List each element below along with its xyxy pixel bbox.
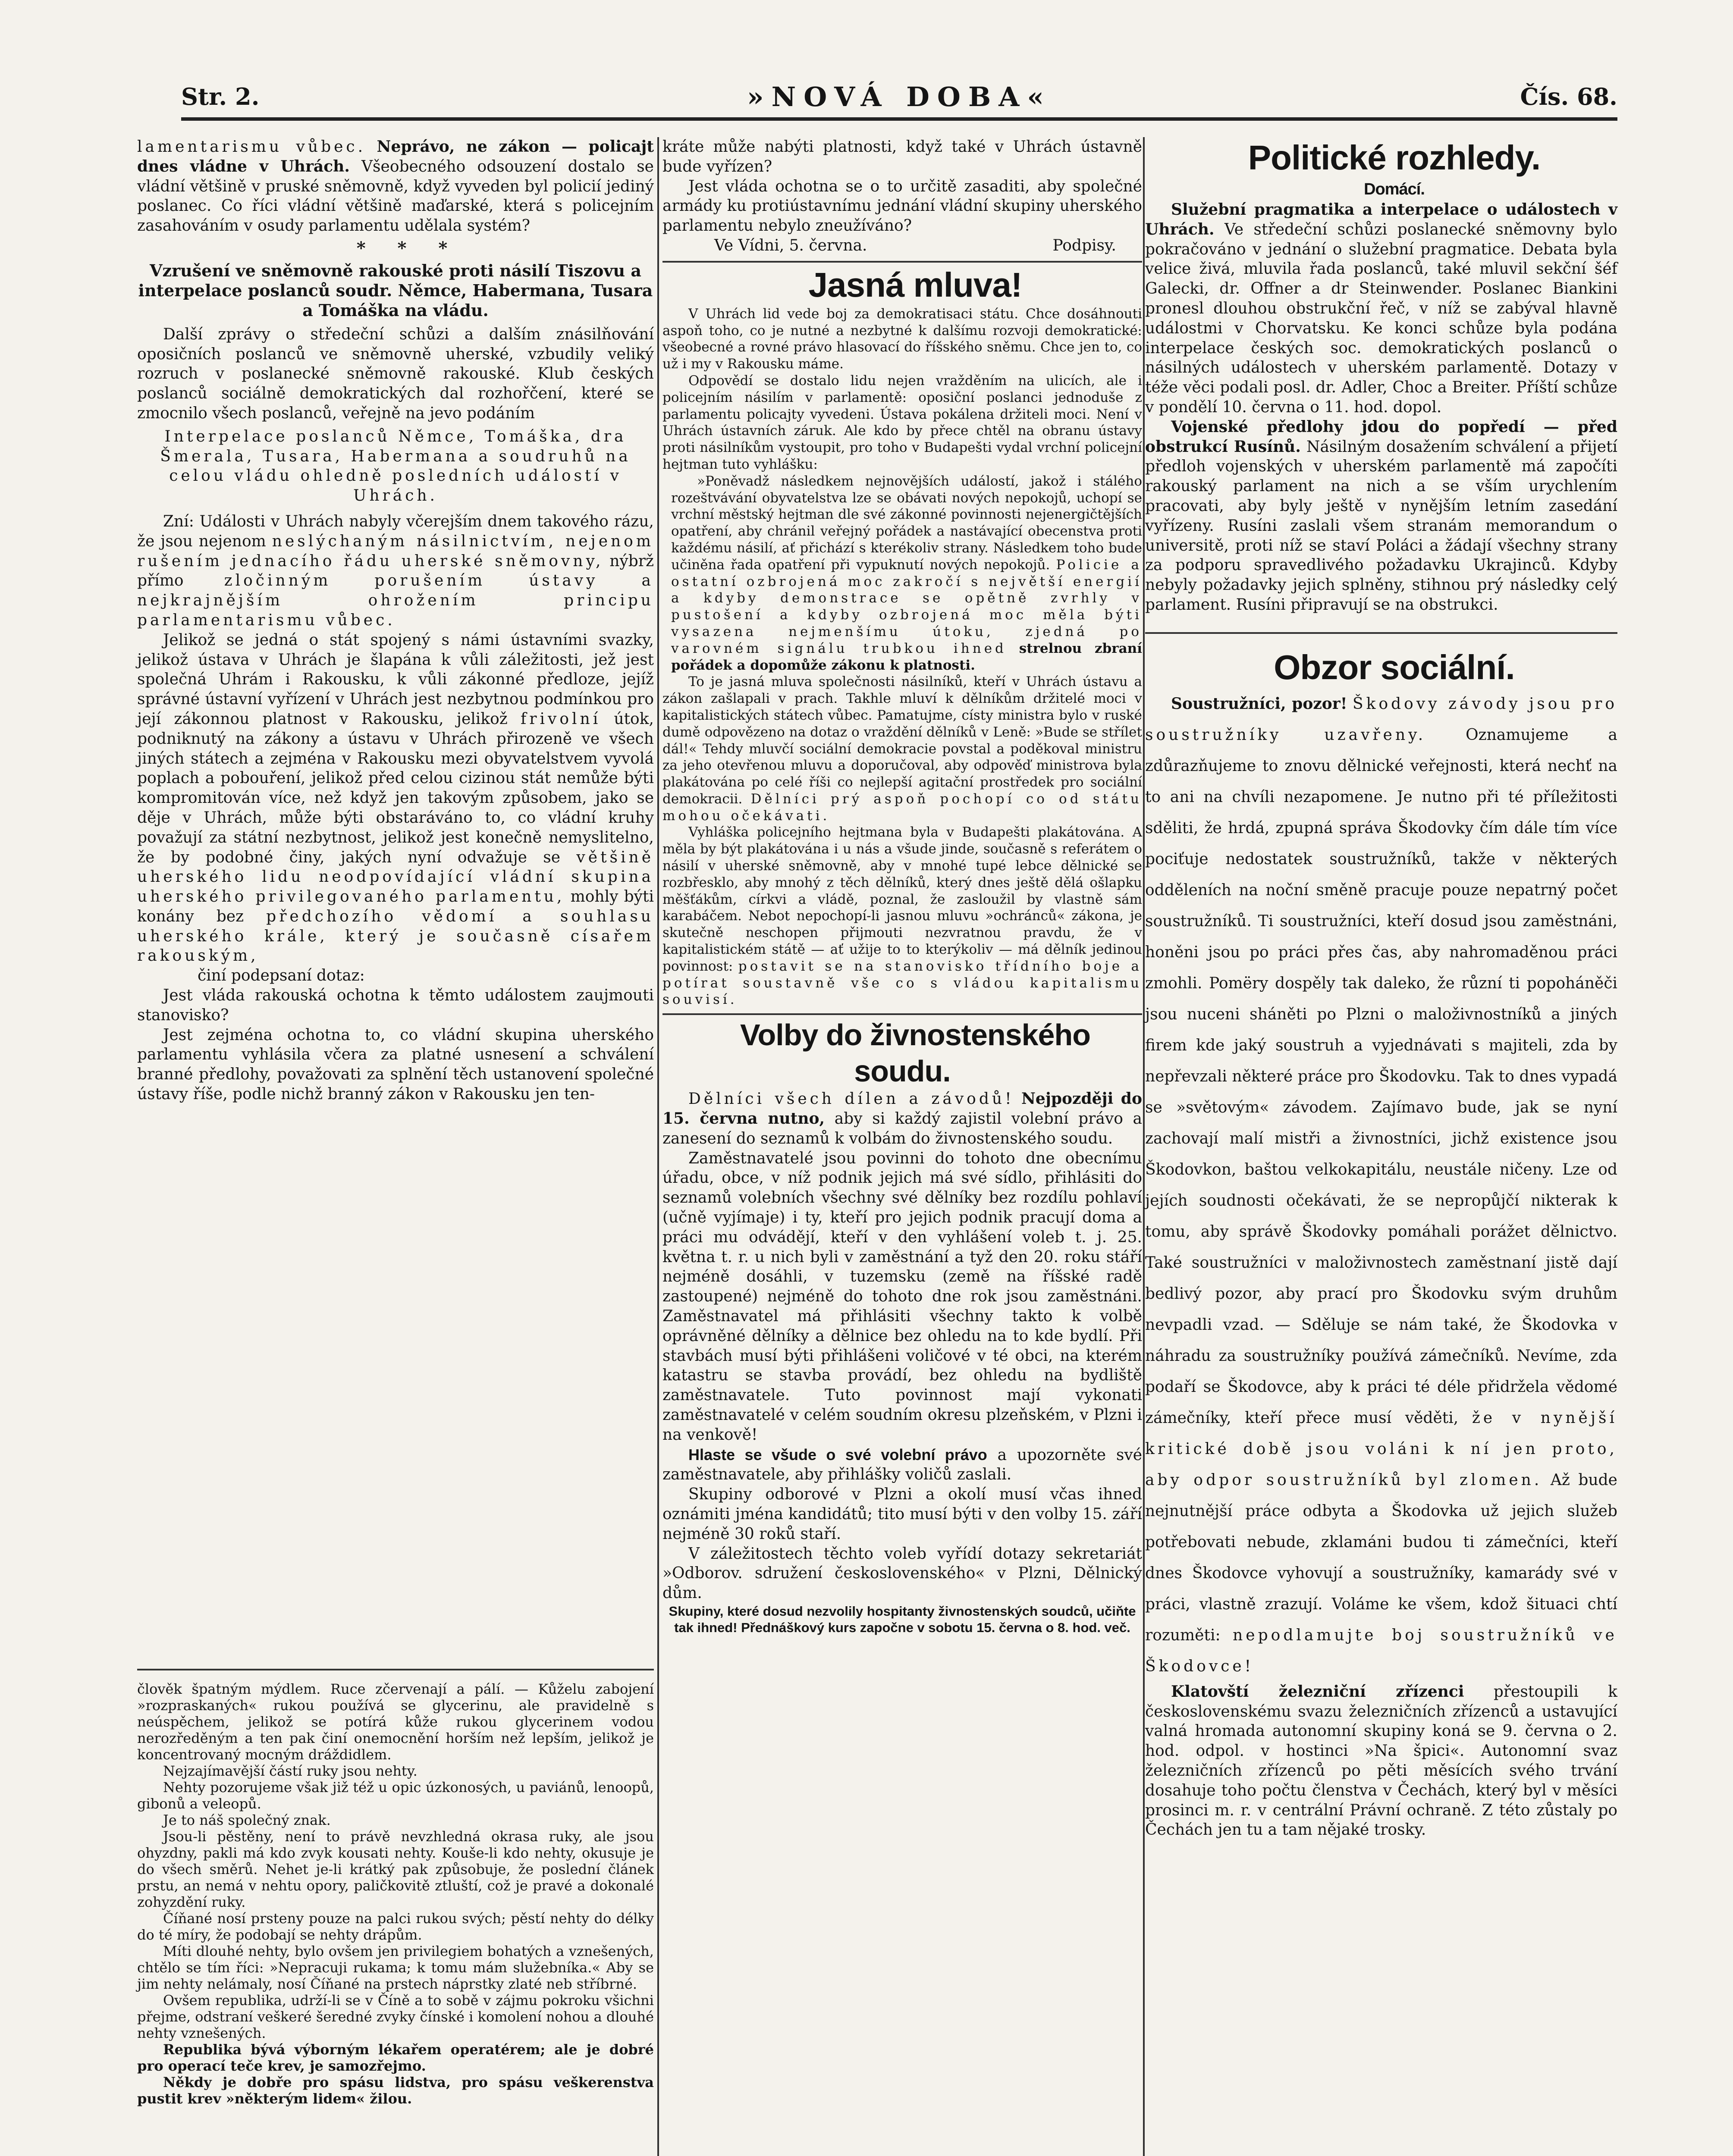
jasna-mluva-article [662, 306, 1142, 1008]
page-number: Str. 2. [181, 83, 260, 110]
headline-politicke-rozhledy: Politické rozhledy. [1248, 138, 1541, 177]
footnote-paragraph: Je to náš společný znak. [163, 1812, 331, 1828]
article-paragraph: Jest vláda rakouská ochotna k těmto událostem zaujmouti stanovisko? [137, 987, 654, 1024]
footnote-paragraph: Míti dlouhé nehty, bylo ovšem jen privilegiem bohatých a vznešených, chtělo se tím říci: »Nepracuji rukama; k tomu mám služebníka.« Aby se jim nehty nelámaly, nosí Číňané na prstech náprstky zlaté neb stříbrné. [137, 1943, 654, 1992]
article-paragraph: Odpovědí se dostalo lidu nejen vražděním na ulicích, ale i policejním násilím v parlamentě: oposiční poslanci jednoduše z parlamentu policajty vyvedeni. Ústava pokálena držiteli moci. Není v Uhrách ústavních záruk. Ale kdo by přece chtěl na obranu ústavy proti násilníkům vystoupit, pro toho v Budapešti vydal vrchní policejní hejtman tuto vyhlášku: [662, 373, 1142, 472]
article-paragraph: Dělníci všech dílen a závodů! Nejpozději do 15. června nutno, aby si každý zajistil volební právo a zanesení do seznamů k volbám do živnostenského soudu. [662, 1090, 1142, 1147]
page-header [181, 81, 1617, 116]
footnote-block [137, 1681, 654, 2107]
headline-jasna-mluva: Jasná mluva! [808, 265, 1022, 304]
column-3 [1145, 137, 1617, 1840]
article-paragraph: činí podepsaní dotaz: [198, 967, 365, 985]
footnote-paragraph: Jsou-li pěstěny, není to právě nevzhledná okrasa ruky, ale jsou ohyzdny, pakli má kdo zvyk kousati nehty. Kouše-li kdo nehty, okusuje je do všech směrů. Nehet je-li krátký pak způsobuje, že poslední článek prstu, an nemá v nehtu opory, paličkovitě ztluští, což je pravé a dokonalé zohyzdění ruky. [137, 1828, 654, 1910]
signatures: Podpisy. [1052, 236, 1116, 254]
article-paragraph: V Uhrách lid vede boj za demokratisaci státu. Chce dosáhnouti aspoň toho, co je nutné a nezbytné k dalšímu rozvoji demokratické: všeobecné a rovné právo hlasovací do říšského sněmu. Chce jen to, co už i my v Rakousku máme. [662, 306, 1142, 372]
article-paragraph: Skupiny odborové v Plzni a okolí musí včas ihned oznámiti jména kandidátů; tito musí býti v den volby 15. září nejméně 30 roků staří. [662, 1485, 1142, 1543]
article-paragraph: Soustružníci, pozor! Škodovy závody jsou pro soustružníky uzavřeny. Oznamujeme a zdůrazňujeme to znovu dělnické veřejnosti, která nechť na to ani na chvíli nezapomene. Je nutno při té příležitosti sděliti, že hrdá, zpupná správa Škodovky čím dále tím více pociťuje nedostatek soustružníků, takže v některých odděleních na noční směně pracuje pouze nepatrný počet soustružníků. Ti soustružníci, kteří dosud jsou zaměstnáni, honěni jsou po práci přes čas, aby nahromaděnou práci zmohli. Pomëry dospěly tak daleko, že různí ti popoháněči jsou nuceni sháněti po Plzni o maloživnostníků a jiných firem kde jaký soustruh a vyjednávati s majiteli, zda by nepřevzali některé práce pro Škodovku. Tak to dnes vypadá se »světovým« závodem. Zajímavo bude, jak se nyní zachovají malí mistři a živnostníci, jichž existence jsou Škodovkon, baštou velkokapitálu, neustále ničeny. Lze od jejích soudnosti očekávati, že se nepropůjčí nikterak k tomu, aby správě Škodovky pomáhali porážet dělnictvo. Také soustružníci v maloživnostech zaměstnaní jistě dají bedlivý pozor, aby prací pro Škodovku svým druhům nevpadli vzad. — Sděluje se nám také, že Škodovka v náhradu za soustružníky používá zámečníků. Nevíme, zda podaří se Škodovce, aby k práci té déle přidržela vědomé zámečníky, kteří přece musí věděti, že v nynější kritické době jsou voláni k ní jen proto, aby odpor soustružníků byl zlomen. Až bude nejnutnější práce odbyta a Škodovka už jejich služeb potřebovati nebude, zklamáni budou ti zámečníci, kteří dnes Škodovce vyhovují a soustružníky, kamarády své v práci, vlastně zrazují. Voláme ke všem, kdož šituaci chtí rozuměti: nepodlamujte boj soustružníků ve Škodovce! [1145, 694, 1618, 1675]
subheading-domaci: Domácí. [1364, 180, 1425, 198]
masthead-title: »NOVÁ DOBA« [747, 81, 1052, 113]
article-paragraph: Další zprávy o středeční schůzi a dalším znásilňování oposičních poslanců ve sněmovně uherské, vzbudily veliký rozruch v poslanecké sněmovně rakouské. Klub českých poslanců sociálně demokratických dal rozhořčení, které se zmocnilo všech poslanců, veřejně na jevo podáním [137, 325, 654, 422]
column-1 [137, 137, 654, 2107]
dateline-place: Ve Vídni, 5. června. [714, 236, 867, 254]
footnote-paragraph: člověk špatným mýdlem. Ruce zčervenají a pálí. — Kůželu zabojení »rozpraskaných« rukou používá se glycerinu, ale pravidelně s neúspěchem, jelikož se potírá kůže rukou glycerinem vodou nerozředěným a ten pak činí onemocnění horším než lepším, jelikož je koncentrovaný mocným dráždidlem. [137, 1681, 654, 1763]
footnote-paragraph: Nehty pozorujeme však již též u opic úzkonosých, u paviánů, lenoopů, gibonů a veleopů. [137, 1779, 654, 1812]
article-paragraph: Jelikož se jedná o stát spojený s námi ústavními svazky, jelikož ústava v Uhrách je šlapána k vůli záležitosti, jež jest společná Uhrám i Rakousku, k vůli zákonné předloze, jejíž správné ústavní vyřízení v Uhrách jest nezbytnou podmínkou pro její zákonnou platnost v Rakousku, jelikož frivolní útok, podniknutý na zákony a ústavu v Uhrách přirozeně ve všech jiných státech a zejména v Rakousku mezi obyvatelstvem vyvolá poplach a pobouření, jelikož před celou cizinou stát nemůže býti kompromitován více, než když jen takovým způsobem, jako se děje v Uhrách, může býti obstaráváno to, co vládní kruhy považují za státní nezbytnost, jelikož jest konečně nemyslitelno, že by podobné činy, jakých nyní odvažuje se většině uherského lidu neodpovídající vládní skupina uherského privilegovaného parlamentu, mohly býti konány bez předchozího vědomí a souhlasu uherského krále, který je současně císařem rakouským, [137, 631, 654, 965]
article-paragraph: Vyhláška policejního hejtmana byla v Budapešti plakátována. A měla by být plakátována i u nás a všude jinde, současně s referátem o násilí v uherské sněmovně, aby v mnohé tupé lebce dělnické se rozbřesklo, aby mnohý z těch dělníků, který dnes ještě dělá ošlapku měšťákům, církvi a vládě, poznal, že zasloužil by vlastně sám karabáčem. Nebot nepochopí-li jasnou mluvu »ochránců« zákona, je skutečně neschopen přijmouti nezvratnou pravdu, že v kapitalistickém státě — ať užije to to kterýkoliv — má dělník jedinou povinnost: postavit se na stanovisko třídního boje a potírat soustavně vše co s vládou kapitalismu souvisí. [662, 824, 1142, 1008]
issue-number: Čís. 68. [1520, 83, 1617, 110]
section-separator: * * * [356, 238, 461, 258]
article-paragraph: Hlaste se všude o své volební právo a upozorněte své zaměstnavatele, aby přihlášky voličů zaslali. [662, 1445, 1142, 1484]
interpellation-title: Interpelace poslanců Němce, Tomáška, dra Šmerala, Tusara, Habermana a soudruhů na celou vládu ohledně posledních událostí v Uhrách. [160, 427, 631, 505]
article-paragraph: Jest zejména ochotna to, co vládní skupina uherského parlamentu vyhlásila včera za platné usnesení a schválení branné předlohy, považovati za splnění těch ustanovení společné ústavy říše, podle nichž branný zákon v Rakousku jen ten- [137, 1026, 654, 1103]
quoted-proclamation: »Poněvadž následkem nejnovějších událostí, jakož i stálého rozeštvávání obyvatelstva lze se obávati nových nepokojů, uchopí se vrchní městský hejtman dle své zákonné povinnosti nejenergičtějších opatření, aby chránil veřejný pořádek a nastávající obecenstva proti každému násilí, ať přichází s kterékoliv strany. Následkem toho bude učiněna řada opatření při vypuknutí nových nepokojů. Policie a ostatní ozbrojená moc zakročí s největší energií a kdyby demonstrace se opětně zvrhly v pustošení a kdyby ozbrojená moc měla býti vysazena nejmenšímu útoku, zjedná po varovném signálu trubkou ihned strelnou zbraní pořádek a dopomůže zákonu k platnosti. [671, 473, 1142, 673]
article-paragraph: Vojenské předlohy jdou do popředí — před obstrukcí Rusínů. Násilným dosažením schválení a přijetí předloh vojenských v uherském parlamentě má započíti rakouský parlament na nich a se vším urychlením pracovati, aby byly ještě v nynějším letním zasedání vyřízeny. Rusíni zaslali všem stranám memorandum o universitě, proti níž se staví Poláci a žádají všechny strany za podporu spravedlivého požadavku Ukrajinců. Kdyby nebyly požadavky jejich splněny, stihnou prý následky celý parlament. Rusíni připravují se na obstrukci. [1145, 417, 1617, 614]
column-2 [662, 137, 1142, 1636]
footnote-paragraph: Číňané nosí prsteny pouze na palci rukou svých; pěstí nehty do délky do té míry, že podobají se nehty drápům. [137, 1910, 654, 1943]
footnote-paragraph: Nejzajímavější částí ruky jsou nehty. [163, 1763, 418, 1779]
headline-volby: Volby do živnostenského soudu. [740, 1018, 1090, 1088]
notice-box: Skupiny, které dosud nezvolily hospitanty živnostenských soudců, učiňte tak ihned! Přednáškový kurs započne v sobotu 15. června o 8. hod. več. [669, 1603, 1136, 1635]
section-rule [662, 1013, 1142, 1015]
footnote-paragraph: Ovšem republika, udrží-li se v Číně a to sobě v zájmu pokroku všichni přejme, odstraní veškeré šeredné zvyky čínské i komolení nohou a dlouhé nehty vznešených. [137, 1992, 654, 2041]
footnote-paragraph: Někdy je dobře pro spásu lidstva, pro spásu veškerenstva pustit krev »některým lidem« žilou. [137, 2074, 654, 2107]
article-paragraph: Služební pragmatika a interpelace o událostech v Uhrách. Ve středeční schůzi poslanecké sněmovny bylo pokračováno v jednání o služební pragmatice. Debata byla velice živá, mluvila řada poslanců, také mluvil sekční šéf Galecki, dr. Offner a dr Steinwender. Poslanec Biankini pronesl dlouhou obstrukční řeč, v níž se zabýval hlavně událostmi v Chorvatsku. Ke konci schůze byla podána interpelace českých soc. demokratických poslanců o násilných událostech v uherském parlamentě. Dotazy v téže věci podali posl. dr. Adler, Choc a Breiter. Příští schůze v pondělí 10. června o 11. hod. dopol. [1145, 201, 1617, 416]
article-paragraph: Jest vláda ochotna se o to určitě zasaditi, aby společné armády ku protiústavnímu jednání vládní skupiny uherského parlamentu nebylo zneužíváno? [662, 177, 1142, 235]
article-paragraph: To je jasná mluva společnosti násilníků, kteří v Uhrách ústavu a zákon zašlapali v prach. Takhle mluví k dělníkům držitelé moci v kapitalistických státech vůbec. Pamatujme, císty ministra bylo v ruské dumě odpovězeno na dotaz o vraždění dělníků v Leně: »Bude se střílet dál!« Tehdy mluvčí sociální demokracie povstal a poděkoval ministru za jeho otevřenou mluvu a doporučoval, aby odpověď ministrova byla plakátována po celé říši co nejlepší agitační prostředek pro sociální demokracii. Dělníci prý aspoň pochopí co od státu mohou očekávati. [662, 674, 1143, 824]
lead-paragraph: lamentarismu vůbec. Neprávo, ne zákon — policajt dnes vládne v Uhrách. Všeobecného odsouzení dostalo se vládní většině v pruské sněmovně, když vyveden byl policií jediný poslanec. Co říci vládní většině maďarské, která s policejním zasahováním v osudy parlamentu udělala systém? [137, 138, 654, 235]
section-rule [662, 261, 1142, 263]
column-divider-1 [657, 137, 659, 2156]
article-paragraph: V záležitostech těchto voleb vyřídí dotazy sekretariát »Odborov. sdružení československého« v Plzni, Dělnický dům. [662, 1545, 1142, 1602]
article-paragraph: kráte může nabýti platnosti, když také v Uhrách ústavně bude vyřízen? [662, 138, 1142, 175]
article-headline: Vzrušení ve sněmovně rakouské proti násilí Tiszovu a interpelace poslanců soudr. Němce, Habermana, Tusara a Tomáška na vládu. [138, 260, 653, 320]
dateline [662, 236, 1142, 256]
footnote-rule [137, 1669, 654, 1670]
headline-obzor-socialni: Obzor sociální. [1274, 648, 1515, 686]
article-paragraph: Zaměstnavatelé jsou povinni do tohoto dne obecnímu úřadu, obce, v níž podnik jejich má své sídlo, přihlásiti do seznamů volebních všechny své dělníky bez rozdílu pohlaví (učně vyjímaje) i ty, kteří pro jejich podnik pracují doma a práci mu odvádějí, kteří v den vyhlášení voleb t. j. 25. května t. r. u nich byli v zaměstnání a tyž den 20. roku stáří nejméně dosáhli, v tuzemsku (země na říšské radě zastoupené) nejméně do tohoto dne rok jsou zaměstnáni. Zaměstnavatel má přihlásiti všechny takto k volbě oprávněné dělníky a dělnice bez ohledu na to kde bydlí. Při stavbách musí býti přihlášeni voličové v té obci, na kterém katastru se stavba provádí, bez ohledu na bydliště zaměstnavatele. Tuto povinnost mají vykonati zaměstnavatelé v celém soudním okresu plzeňském, v Plzni i na venkově! [662, 1149, 1142, 1444]
article-paragraph: Klatovští železniční zřízenci přestoupili k československému svazu železničních zřízenců a ustavující valná hromada autonomní skupiny koná se 9. června o 2. hod. odpol. v hostinci »Na špici«. Autonomní svaz železničních zřízenců po pěti měsících svého trvání dosahuje toho počtu členstva v Čechách, který byl v měsíci prosinci m. r. v centrální Právní ochraně. Z této zůstaly po Čechách jen tu a tam nějaké trosky. [1145, 1682, 1617, 1839]
header-rule [181, 117, 1617, 121]
article-paragraph: Zní: Události v Uhrách nabyly včerejším dnem takového rázu, že jsou nejenom neslýchaným násilnictvím, nejenom rušením jednacího řádu uherské sněmovny, nýbrž přímo zločinným porušením ústavy a nejkrajnějším ohrožením principu parlamentarismu vůbec. [137, 512, 654, 629]
column-divider-2 [1143, 137, 1145, 2156]
footnote-paragraph: Republika bývá výborným lékařem operatérem; ale je dobré pro operací teče krev, je samozřejmo. [137, 2041, 654, 2074]
section-rule [1145, 632, 1617, 634]
